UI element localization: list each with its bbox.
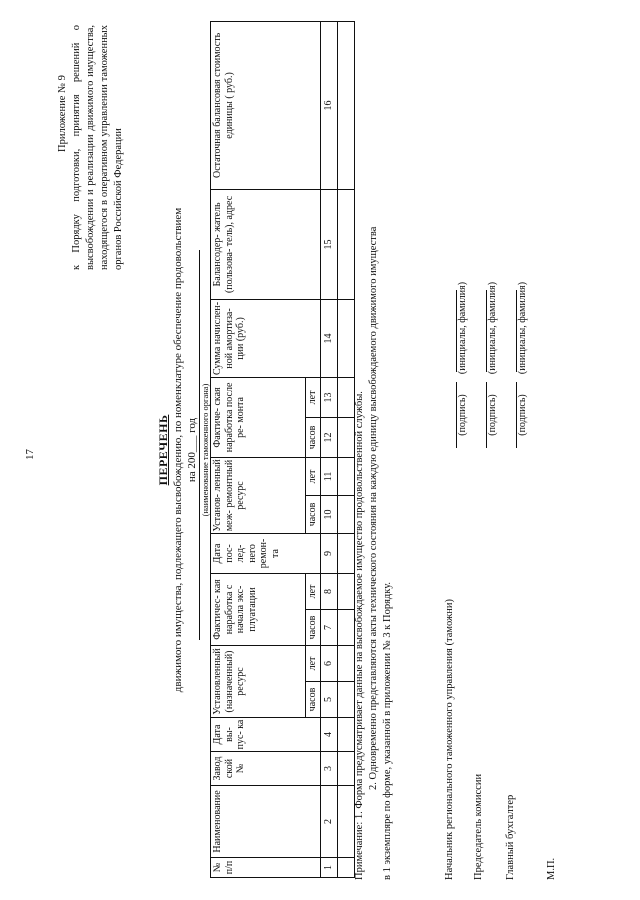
header-holder: Балансодер- жатель (пользова- тель), адрес [211,189,321,299]
subheader-years: лет [306,645,321,681]
column-number: 9 [320,533,337,573]
subheader-hours: часов [306,682,321,718]
column-number: 6 [320,645,337,681]
note-line-1: Примечание: 1. Форма предусматривает данные на высвобождаемое имущество продовольственной службы. [354,391,365,880]
signature-role-head: Начальник регионального таможенного управления (таможни) [444,598,455,880]
subheader-hours: часов [306,609,321,645]
document-year: на 200___ год [186,417,198,483]
column-number: 15 [320,189,337,299]
subheader-years: лет [306,573,321,609]
note-line-3: в 1 экземпляре по форме, указанной в приложении № 3 к Порядку. [382,581,393,880]
stamp-mark: М.П. [546,857,557,880]
column-number: 2 [320,786,337,858]
property-table [210,21,355,878]
column-number: 14 [320,299,337,377]
header-residual-value: Остаточная балансовая стоимость единицы ( руб.) [211,21,321,189]
column-number: 13 [320,377,337,417]
column-number: 16 [320,21,337,189]
annex-body: к Порядку подготовки, принятия решений о высвобождении и реализации движимого имущества, находящегося в оперативном управлении таможенных органов Российской Федерации [71,25,124,270]
column-number: 11 [320,457,337,495]
column-number: 10 [320,495,337,533]
header-name: Наименование [211,786,321,858]
document-subtitle: движимого имущества, подлежащего высвобождению, по номенклатуре обеспечение продовольствием [172,207,184,693]
signature-caption: (подпись) [457,394,468,436]
header-num: № п/п [211,858,321,878]
header-depreciation: Сумма начислен- ной амортиза- ции (руб.) [211,299,321,377]
header-set-resource: Установленный (назначенный) ресурс [211,645,306,717]
signature-role-accountant: Главный бухгалтер [505,794,516,880]
column-number: 1 [320,858,337,878]
org-caption: (наименование таможенного органа) [200,383,210,517]
column-number: 5 [320,682,337,718]
document-title: ПЕРЕЧЕНЬ [156,414,170,486]
note-line-2: 2. Одновременно представляются акты технического состояния на каждую единицу высвобождаемого движимого имущества [368,226,379,790]
header-factory-number: Завод ской № [211,752,321,786]
column-number: 8 [320,573,337,609]
header-actual-after-repair: Фактиче- ская наработка после ре- монта [211,377,306,457]
column-number: 12 [320,417,337,457]
subheader-hours: часов [306,417,321,457]
annex-block [56,25,126,270]
table-header-row [211,21,306,877]
header-actual-run: Фактичес- кая наработка с начала экс- плуатации [211,573,306,645]
name-caption: (инициалы, фамилия) [517,281,528,375]
empty-data-row [337,21,354,877]
header-release-date: Дата вы- пус- ка [211,718,321,752]
column-number: 7 [320,609,337,645]
subheader-hours: часов [306,495,321,533]
subheader-years: лет [306,377,321,417]
subheader-years: лет [306,457,321,495]
signature-caption: (подпись) [487,394,498,436]
header-overhaul-resource: Установ- ленный меж- ремонтный ресурс [211,457,306,533]
column-number: 3 [320,752,337,786]
signature-caption: (подпись) [517,394,528,436]
signature-role-chairman: Председатель комиссии [473,773,484,880]
column-number: 4 [320,718,337,752]
annex-title: Приложение № 9 [57,75,68,152]
column-number-row [320,21,337,877]
name-caption: (инициалы, фамилия) [487,281,498,375]
page-number: 17 [24,449,36,460]
name-caption: (инициалы, фамилия) [457,281,468,375]
header-last-repair: Дата пос- лед- него ремон- та [211,533,321,573]
